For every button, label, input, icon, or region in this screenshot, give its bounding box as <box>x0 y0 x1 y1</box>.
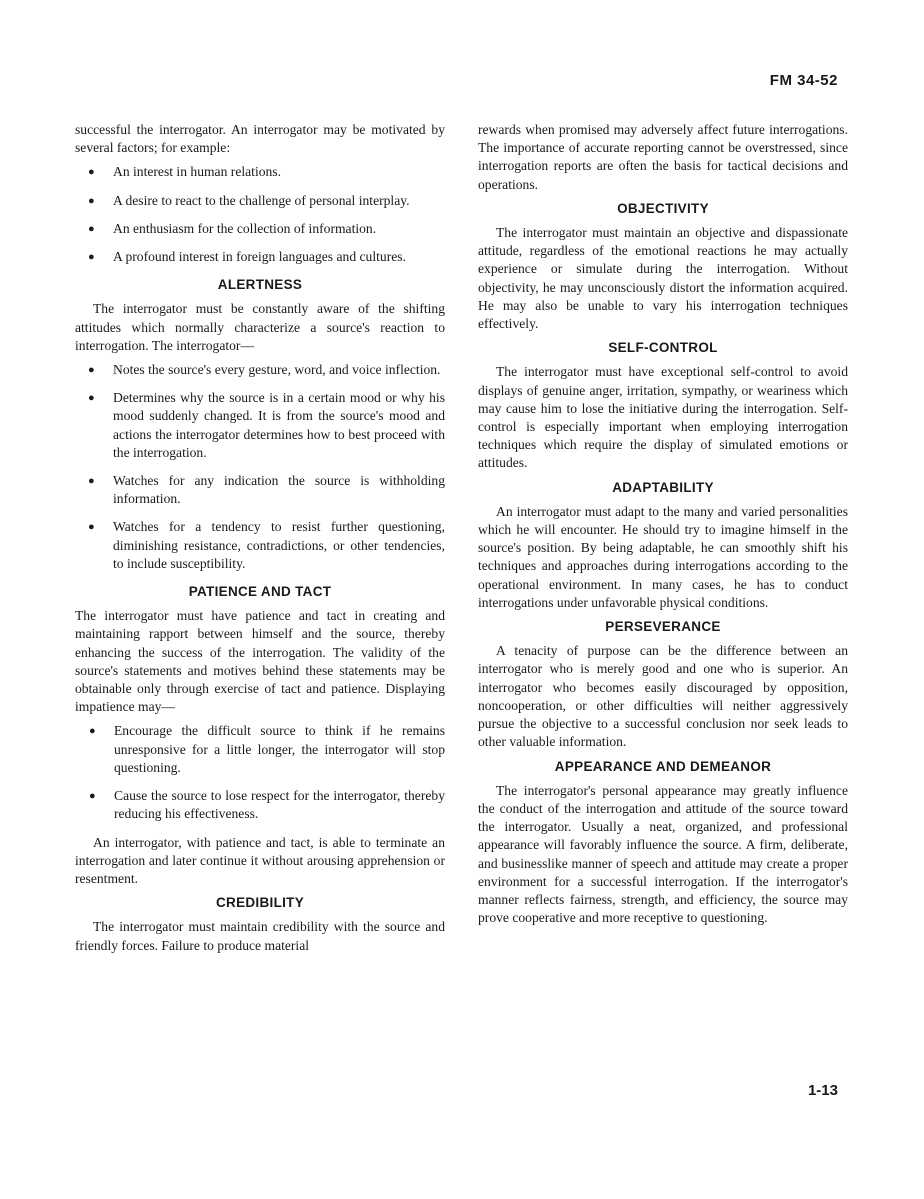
bullet-icon: ● <box>88 364 95 377</box>
list-item: ● A desire to react to the challenge of personal interplay. <box>75 192 445 210</box>
perseverance-paragraph: A tenacity of purpose can be the difference between an interrogator who is merely good and one who is superior. An interrogator who becomes easily discouraged by opposition, noncooperation, or other difficulties will neither aggressively pursue the objective to a successful conclusion nor seek leads to other valuable information. <box>478 643 848 750</box>
bullet-icon: ● <box>88 475 95 488</box>
list-item: ● Encourage the difficult source to think if he remains unresponsive for a little longer, the interrogator will stop questioning. <box>89 723 445 775</box>
adaptability-paragraph: An interrogator must adapt to the many and varied personalities which he will encounter. He should try to imagine himself in the source's position. By being adaptable, he can smoothly shift his techniques and approaches during interrogations according to the operational environment. In many cases, he has to conduct interrogations under unfavorable physical conditions. <box>478 503 848 610</box>
alertness-paragraph: The interrogator must be constantly aware of the shifting attitudes which normally characterize a source's reaction to interrogation. The interrogator— <box>75 301 445 353</box>
objectivity-paragraph: The interrogator must maintain an objective and dispassionate attitude, regardless of the emotional reactions he may actually experience or simulate during the interrogation. Without objectivity, he may unconsciously distort the information acquired. He may also be unable to vary his interrogation techniques effectively. <box>478 225 848 332</box>
list-item: ● A profound interest in foreign languages and cultures. <box>75 248 445 266</box>
alertness-heading: ALERTNESS <box>217 277 303 293</box>
bullet-icon: ● <box>89 790 96 803</box>
appearance-paragraph: The interrogator's personal appearance may greatly influence the conduct of the interrogation and attitude of the source toward the interrogator. Usually a neat, organized, and professional appearance will favorably influence the source. A firm, deliberate, and businesslike manner of speech and attitude may create a proper environment for a successful interrogation. If the interrogator's manner reflects fairness, strength, and efficiency, the source may prove cooperative and more receptive to questioning. <box>478 782 848 926</box>
patience-paragraph: The interrogator must have patience and tact in creating and maintaining rapport between himself and the source, thereby enhancing the success of the interrogation. The validity of the source's statements and motives behind these statements may be obtainable only through exercise of tact and patience. Displaying impatience may— <box>75 608 445 715</box>
alertness-list <box>75 361 445 573</box>
bullet-icon: ● <box>88 392 95 405</box>
credibility-heading: CREDIBILITY <box>215 895 305 911</box>
impatience-list <box>75 722 445 823</box>
continuation-paragraph: rewards when promised may adversely affect future interrogations. The importance of accurate reporting cannot be overstressed, since interrogation reports are often the basis for tactical decisions and operations. <box>478 122 848 192</box>
page-number: 1-13 <box>807 1082 838 1099</box>
list-item: ● Cause the source to lose respect for the interrogator, thereby reducing his effectiveness. <box>89 788 445 822</box>
patience-heading: PATIENCE AND TACT <box>188 584 332 600</box>
field-manual-code: FM 34-52 <box>769 72 838 89</box>
bullet-icon: ● <box>89 725 96 738</box>
credibility-paragraph: The interrogator must maintain credibility with the source and friendly forces. Failure to produce material <box>75 919 445 953</box>
bullet-icon: ● <box>88 166 95 179</box>
list-item: ● Determines why the source is in a certain mood or why his mood suddenly changed. It is from the source's mood and actions the interrogator determines how to best proceed with the interrogation. <box>88 390 445 460</box>
left-column <box>75 121 445 961</box>
list-item: ● Notes the source's every gesture, word, and voice inflection. <box>75 361 445 379</box>
self-control-paragraph: The interrogator must have exceptional self-control to avoid displays of genuine anger, irritation, sympathy, or weariness which may cause him to lose the initiative during the interrogation. Self-control is especially important when employing interrogation techniques which require the display of simulated emotions or attitudes. <box>478 364 848 471</box>
bullet-icon: ● <box>88 251 95 264</box>
list-item: ● Watches for any indication the source is withholding information. <box>88 473 445 507</box>
adaptability-heading: ADAPTABILITY <box>612 479 714 495</box>
bullet-icon: ● <box>88 521 95 534</box>
intro-paragraph: successful the interrogator. An interrogator may be motivated by several factors; for example: <box>75 122 445 156</box>
objectivity-heading: OBJECTIVITY <box>617 200 709 216</box>
perseverance-heading: PERSEVERANCE <box>605 619 721 635</box>
self-control-heading: SELF-CONTROL <box>608 340 718 356</box>
appearance-heading: APPEARANCE AND DEMEANOR <box>554 758 772 774</box>
patience-closing-paragraph: An interrogator, with patience and tact, is able to terminate an interrogation and later continue it without arousing apprehension or resentment. <box>75 834 445 886</box>
list-item: ● Watches for a tendency to resist further questioning, diminishing resistance, contradictions, or other tendencies, to include susceptibility. <box>88 519 445 571</box>
bullet-icon: ● <box>88 222 95 235</box>
bullet-icon: ● <box>88 194 95 207</box>
list-item: ● An interest in human relations. <box>75 163 445 181</box>
right-column <box>478 121 848 933</box>
list-item: ● An enthusiasm for the collection of information. <box>75 220 445 238</box>
motivation-factor-list <box>75 163 445 266</box>
